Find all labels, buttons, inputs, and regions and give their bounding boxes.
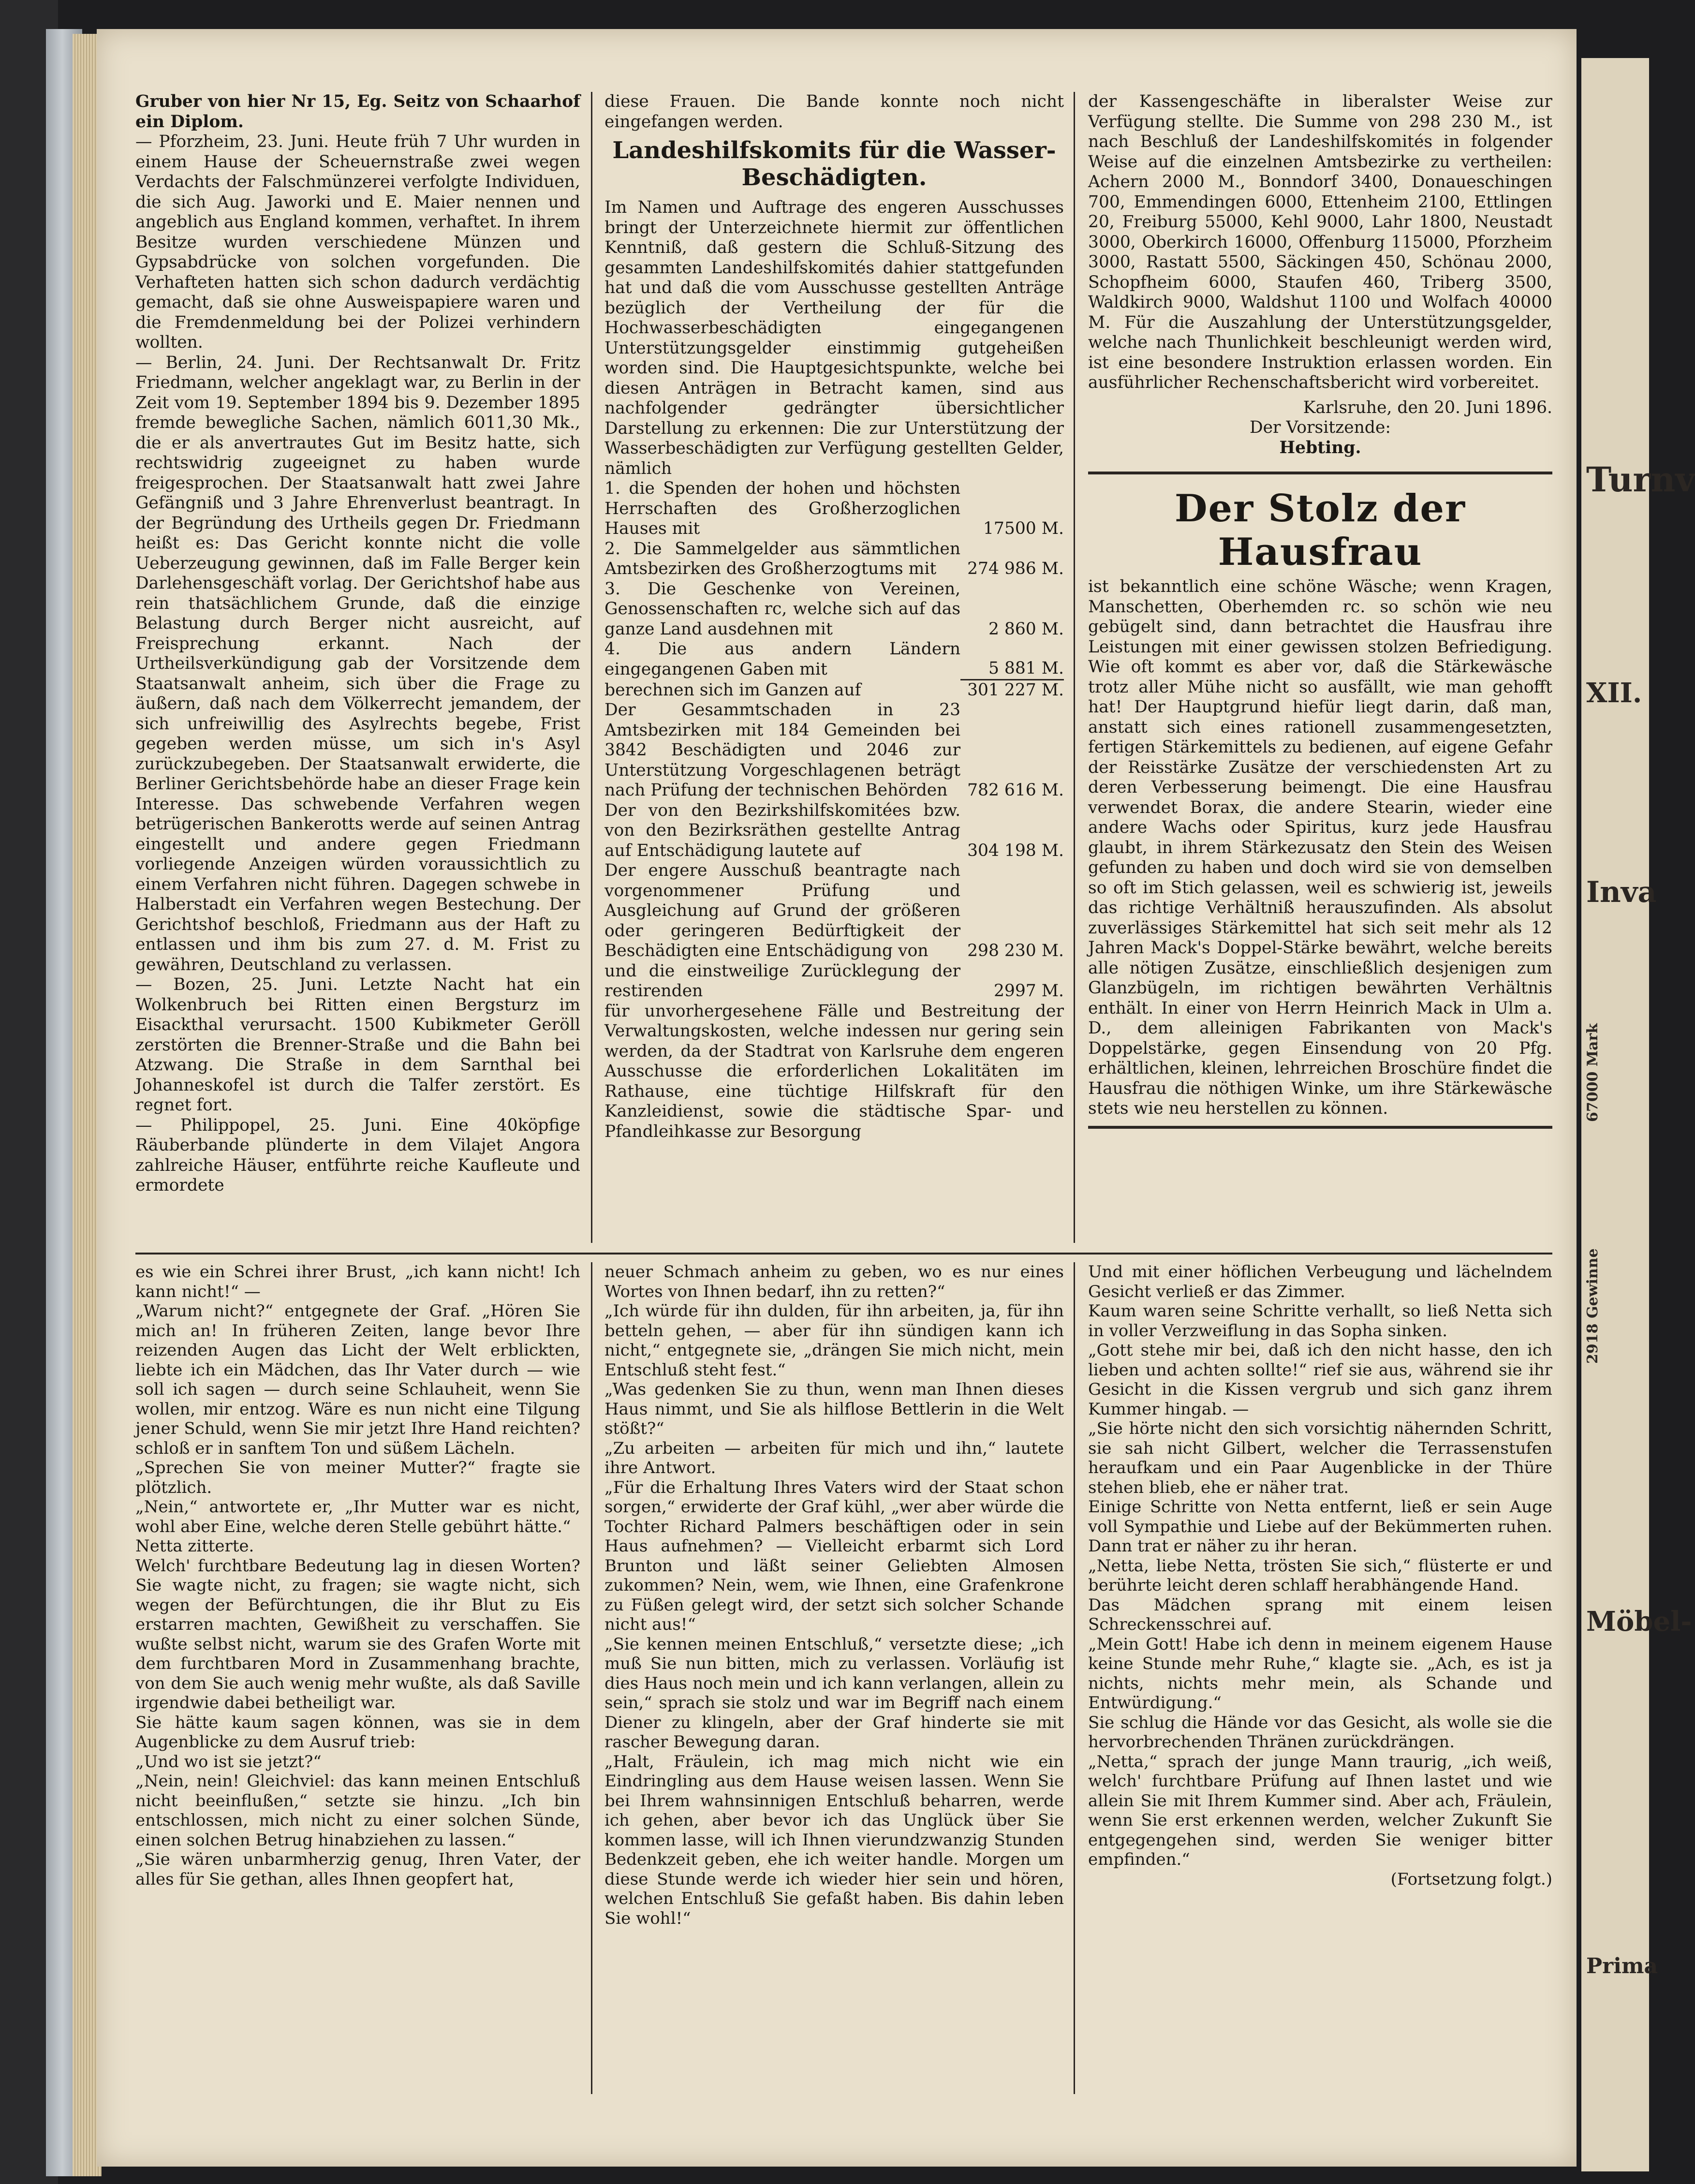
serial-column-2: [604, 1262, 1064, 1928]
donations-table: [604, 479, 1064, 1002]
facing-page-fragment: Prima: [1586, 1954, 1658, 1978]
serial-paragraph: „Ich würde für ihn dulden, für ihn arbeiten, ja, für ihn betteln gehen, — aber für ihn sündigen kann ich nicht,“ entgegnete sie, „drängen Sie mich nicht, mein Entschluß steht fest.“: [604, 1301, 1064, 1380]
col1-intro: Gruber von hier Nr 15, Eg. Seitz von Schaarhof ein Diplom.: [135, 92, 580, 132]
ad-body: ist bekanntlich eine schöne Wäsche; wenn Kragen, Manschetten, Oberhemden rc. so schön wie neu gebügelt sind, dann betrachtet die Hausfrau ihre Leistungen mit einer gewissen stolzen Befriedigung. Wie oft kommt es aber vor, daß die Stärkewäsche trotz aller Mühe nicht so ausfällt, wie man gehofft hat! Der Hauptgrund hiefür liegt darin, daß man, anstatt sich eines rationell zusammengesetzten, fertigen Stärkemittels zu bedienen, auf eigene Gefahr der Reisstärke Zusätze der verschiedensten Art zu deren Verbesserung beimengt. Die eine Hausfrau verwendet Borax, die andere Stearin, wieder eine andere Wachs oder Spiritus, kurz jede Hausfrau glaubt, in ihrem Stärkezusatz den Stein des Weisen gefunden zu haben und doch wird sie von demselben so oft im Stich gelassen, weil es schwierig ist, jeweils das richtige Verhältniß herauszufinden. Als absolut zuverlässiges Stärkemittel hat sich seit mehr als 12 Jahren Mack's Doppel-Stärke bewährt, welche bereits alle nötigen Zusätze, einschließlich desjenigen zum Glanzbügeln, im richtigen bewährten Verhältnis enthält. In einer von Herrn Heinrich Mack in Ulm a. D., dem alleinigen Fabrikanten von Mack's Doppelstärke, gegen Einsendung von 20 Pfg. erhältlichen, kleinen, lehrreichen Broschüre findet die Hausfrau die nöthigen Winke, um ihre Stärkewäsche stets wie neu herstellen zu können.: [1088, 577, 1552, 1118]
serial-paragraph: „Mein Gott! Habe ich denn in meinem eigenem Hause keine Stunde mehr Ruhe,“ klagte sie. „Ach, es ist ja nichts, nichts mehr mein, als Schande und Entwürdigung.“: [1088, 1634, 1552, 1712]
table-row: und die einstweilige Zurücklegung der restirenden 2997 M.: [604, 961, 1064, 1001]
article-title-landeshilfskomite: Landeshilfskomits für die Wasser-Beschädigten.: [612, 137, 1056, 191]
column-1: [135, 92, 580, 1196]
serial-paragraph: Sie hätte kaum sagen können, was sie in dem Augenblicke zu dem Ausruf trieb:: [135, 1712, 580, 1752]
chair-name: Hebting.: [1279, 438, 1361, 457]
column-2: [604, 92, 1064, 1142]
ad-bottom-rule: [1088, 1126, 1552, 1129]
table-row: Der Gesammtschaden in 23 Amtsbezirken mit 184 Gemeinden bei 3842 Beschädigten und 2046 zur Unterstützung Vorgeschlagenen beträgt nach Prüfung der technischen Behörden 782 616 M.: [604, 700, 1064, 800]
serial-paragraph: „Für die Erhaltung Ihres Vaters wird der Staat schon sorgen,“ erwiderte der Graf kühl, „wer aber würde die Tochter Richard Palmers beschäftigen oder in sein Haus aufnehmen? — Vielleicht erbarmt sich Lord Brunton und läßt seiner Geliebten Almosen zukommen? Nein, wem, wie Ihnen, eine Grafenkrone zu Füßen gelegt wird, der setzt sich solcher Schande nicht aus!“: [604, 1477, 1064, 1634]
facing-page-fragment: 67000 Mark: [1584, 1023, 1601, 1122]
table-row: 2. Die Sammelgelder aus sämmtlichen Amtsbezirken des Großherzogtums mit 274 986 M.: [604, 539, 1064, 578]
article-intro: Im Namen und Auftrage des engeren Ausschusses bringt der Unterzeichnete hiermit zur öffentlichen Kenntniß, daß gestern die Schluß-Sitzung des gesammten Landeshilfskomités dahier stattgefunden hat und daß die vom Ausschusse gestellten Anträge bezüglich der Vertheilung der für die Hochwasserbeschädigten eingegangenen Unterstützungsgelder einstimmig gutgeheißen worden sind. Die Hauptgesichtspunkte, welche bei diesen Anträgen in Betracht kamen, sind aus nachfolgender gedrängter übersichtlicher Darstellung zu erkennen: Die zur Unterstützung der Wasserbeschädigten zur Verfügung gestellten Gelder, nämlich: [604, 198, 1064, 478]
serial-paragraph: Sie schlug die Hände vor das Gesicht, als wolle sie die hervorbrechenden Thränen zurückdrängen.: [1088, 1712, 1552, 1752]
facing-page-fragment: Möbel-: [1586, 1606, 1692, 1638]
col2-intro: diese Frauen. Die Bande konnte noch nicht eingefangen werden.: [604, 92, 1064, 132]
article-continuation: für unvorhergesehene Fälle und Bestreitung der Verwaltungskosten, welche indessen nur gering sein werden, da der Stadtrat von Karlsruhe dem engeren Ausschusse die erforderlichen Lokalitäten im Rathause, eine tüchtige Hilfskraft für den Kanzleidienst, sowie die städtische Spar- und Pfandleihkasse zur Besorgung: [604, 1001, 1064, 1141]
newspaper-page: [97, 29, 1577, 2167]
chair-label: Der Vorsitzende:: [1249, 418, 1391, 437]
facing-page-fragment: XII.: [1586, 677, 1642, 709]
serial-paragraph: „Nein,“ antwortete er, „Ihr Mutter war es nicht, wohl aber Eine, welche deren Stelle gebührt hätte.“: [135, 1497, 580, 1536]
column-divider-2: [1074, 92, 1075, 1243]
serial-paragraph: „Warum nicht?“ entgegnete der Graf. „Hören Sie mich an! In früheren Zeiten, lange bevor Ihre reizenden Augen das Licht der Welt erblickten, liebte ich ein Mädchen, das Ihr Vater durch — wie soll ich sagen — durch seine Schlauheit, wenn Sie wollen, mir entzog. Wäre es nun nicht eine Tilgung jener Schuld, wenn Sie mir jetzt Ihre Hand reichten? schloß er in sanftem Ton und süßem Lächeln.: [135, 1301, 580, 1458]
serial-paragraph: „Gott stehe mir bei, daß ich den nicht hasse, den ich lieben und achten sollte!“ rief sie aus, während sie ihr Gesicht in die Kissen vergrub und sich ganz ihrem Kummer hingab. —: [1088, 1341, 1552, 1419]
news-pforzheim: — Pforzheim, 23. Juni. Heute früh 7 Uhr wurden in einem Hause der Scheuernstraße zwei wegen Verdachts der Falschmünzerei verfolgte Individuen, die sich Aug. Jaworki und E. Maier nennen und angeblich aus England kommen, verhaftet. In ihrem Besitze wurden verschiedene Münzen und Gypsabdrücke von solchen vorgefunden. Die Verhafteten hatten sich schon dadurch verdächtig gemacht, daß sie ohne Ausweispapiere waren und die Fremdenmeldung bei der Polizei verhindern wollten.: [135, 132, 580, 352]
table-row: Der von den Bezirkshilfskomitées bzw. von den Bezirksräthen gestellte Antrag auf Entschädigung lautete auf 304 198 M.: [604, 800, 1064, 860]
serial-paragraph: Kaum waren seine Schritte verhallt, so ließ Netta sich in voller Verzweiflung in das Sopha sinken.: [1088, 1301, 1552, 1341]
serial-paragraph: Das Mädchen sprang mit einem leisen Schreckensschrei auf.: [1088, 1595, 1552, 1634]
serial-column-3: [1088, 1262, 1552, 1889]
serial-paragraph: Netta zitterte.: [135, 1536, 254, 1556]
serial-column-1: [135, 1262, 580, 1889]
to-be-continued: (Fortsetzung folgt.): [1390, 1869, 1552, 1889]
serial-divider-1: [591, 1262, 592, 2094]
table-row: 3. Die Geschenke von Vereinen, Genossenschaften rc, welche sich auf das ganze Land ausdehnen mit 2 860 M.: [604, 579, 1064, 639]
facing-page-fragment: 2918 Gewinne: [1584, 1248, 1601, 1364]
serial-paragraph: „Netta,“ sprach der junge Mann traurig, „ich weiß, welch' furchtbare Prüfung auf Ihnen lastet und wie allein Sie mit Ihrem Kummer sind. Aber ach, Fräulein, wenn Sie erst erkennen werden, welcher Zukunft Sie entgegengehen sind, werden Sie weniger bitter empfinden.“: [1088, 1752, 1552, 1869]
serial-paragraph: „Was gedenken Sie zu thun, wenn man Ihnen dieses Haus nimmt, und Sie als hilflose Bettlerin in die Welt stößt?“: [604, 1380, 1064, 1438]
table-total-row: berechnen sich im Ganzen auf 301 227 M.: [604, 680, 1064, 700]
serial-paragraph: „Nein, nein! Gleichviel: das kann meinen Entschluß nicht beeinflußen,“ setzte sie hinzu. „Ich bin entschlossen, mich nicht zu einer solchen Sünde, einen solchen Betrug hinabziehen zu lassen.“: [135, 1771, 580, 1850]
serial-paragraph: „Und wo ist sie jetzt?“: [135, 1752, 322, 1771]
facing-page-fragment: Turnv: [1586, 459, 1695, 500]
column-divider-1: [591, 92, 592, 1243]
feuilleton-separator: [135, 1253, 1552, 1254]
serial-paragraph: Einige Schritte von Netta entfernt, ließ er sein Auge voll Sympathie und Liebe auf der Bekümmerten ruhen. Dann trat er näher zu ihr heran.: [1088, 1497, 1552, 1556]
ad-top-rule: [1088, 472, 1552, 474]
serial-paragraph: „Sie kennen meinen Entschluß,“ versetzte diese; „ich muß Sie nun bitten, mich zu verlassen. Vorläufig ist dies Haus noch mein und ich kann verlangen, allein zu sein,“ sprach sie stolz und war im Begriff nach einem Diener zu klingeln, aber der Graf hinderte sie mit rascher Bewegung daran.: [604, 1634, 1064, 1752]
distribution-text: der Kassengeschäfte in liberalster Weise zur Verfügung stellte. Die Summe von 298 230 M., ist nach Beschluß der Landeshilfskomités in folgender Weise auf die einzelnen Amtsbezirke zu vertheilen: Achern 2000 M., Bonndorf 3400, Donaueschingen 700, Emmendingen 6000, Ettenheim 2100, Ettlingen 20, Freiburg 55000, Kehl 9000, Lahr 1800, Neustadt 3000, Oberkirch 16000, Offenburg 115000, Pforzheim 3000, Rastatt 5500, Säckingen 450, Schönau 2000, Schopfheim 6000, Staufen 460, Triberg 3500, Waldkirch 9000, Waldshut 1100 und Wolfach 40000 M. Für die Auszahlung der Unterstützungsgelder, welche nach Thunlichkeit beschleunigt werden wird, ist eine besondere Instruktion erlassen worden. Ein ausführlicher Rechenschaftsbericht wird vorbereitet.: [1088, 92, 1552, 392]
serial-paragraph: es wie ein Schrei ihrer Brust, „ich kann nicht! Ich kann nicht!“ —: [135, 1262, 580, 1301]
news-philippopel: — Philippopel, 25. Juni. Eine 40köpfige Räuberbande plünderte in dem Vilajet Angora zahlreiche Häuser, entführte reiche Kaufleute und ermordete: [135, 1115, 580, 1195]
serial-paragraph: „Sie hörte nicht den sich vorsichtig nähernden Schritt, sie sah nicht Gilbert, welcher die Terrassenstufen heraufkam und ein Paar Augenblicke in der Thüre stehen blieb, ehe er näher trat.: [1088, 1419, 1552, 1497]
serial-paragraph: Welch' furchtbare Bedeutung lag in diesen Worten? Sie wagte nicht, zu fragen; sie wagte nicht, sich wegen der Befürchtungen, die ihr Blut zu Eis erstarren machten, Gewißheit zu verschaffen. Sie wußte selbst nicht, warum sie des Grafen Worte mit dem furchtbaren Mord in Zusammenhang brachte, von dem Sie auch wenig mehr wußte, als daß Saville irgendwie dabei betheiligt war.: [135, 1556, 580, 1712]
serial-paragraph: „Halt, Fräulein, ich mag mich nicht wie ein Eindringling aus dem Hause weisen lassen. Wenn Sie bei Ihrem wahnsinnigen Entschluß beharren, werde ich gehen, aber bevor ich das Unglück über Sie kommen lasse, will ich Ihnen vierundzwanzig Stunden Bedenkzeit geben, ehe ich weiter handle. Morgen um diese Stunde werde ich wieder hier sein und hören, welchen Entschluß Sie gefaßt haben. Bis dahin leben Sie wohl!“: [604, 1752, 1064, 1928]
table-row: 4. Die aus andern Ländern eingegangenen Gaben mit 5 881 M.: [604, 639, 1064, 679]
table-row: Der engere Ausschuß beantragte nach vorgenommener Prüfung und Ausgleichung auf Grund der größeren oder geringeren Bedürftigkeit der Beschädigten eine Entschädigung von 298 230 M.: [604, 861, 1064, 960]
column-3: [1088, 92, 1552, 1129]
serial-paragraph: neuer Schmach anheim zu geben, wo es nur eines Wortes von Ihnen bedarf, ihn zu retten?“: [604, 1262, 1064, 1301]
serial-paragraph: „Sie wären unbarmherzig genug, Ihren Vater, der alles für Sie gethan, alles Ihnen geopfert hat,: [135, 1850, 580, 1889]
facing-page-fragment: Inva: [1586, 875, 1657, 909]
serial-paragraph: „Zu arbeiten — arbeiten für mich und ihn,“ lautete ihre Antwort.: [604, 1438, 1064, 1477]
serial-paragraph: „Sprechen Sie von meiner Mutter?“ fragte sie plötzlich.: [135, 1458, 580, 1497]
serial-paragraph: „Netta, liebe Netta, trösten Sie sich,“ flüsterte er und berührte leicht deren schlaff herabhängende Hand.: [1088, 1556, 1552, 1595]
facing-page-edge: [1581, 58, 1695, 2171]
ad-title: Der Stolz der Hausfrau: [1174, 487, 1466, 574]
news-berlin: — Berlin, 24. Juni. Der Rechtsanwalt Dr. Fritz Friedmann, welcher angeklagt war, zu Berlin in der Zeit vom 19. September 1894 bis 9. Dezember 1895 fremde bewegliche Sachen, nämlich 6011,30 Mk., die er als anvertrautes Gut im Besitz hatte, sich rechtswidrig zugeeignet zu haben wurde freigesprochen. Der Staatsanwalt hatt zwei Jahre Gefängniß und 3 Jahre Ehrenverlust beantragt. In der Begründung des Urtheils gegen Dr. Friedmann heißt es: Das Gericht konnte nicht die volle Ueberzeugung gewinnen, daß im Falle Berger kein Darlehensgeschäft vorlag. Der Gerichtshof habe aus rein thatsächlichem Grunde, daß die einzige Belastung durch Berger nicht ausreicht, auf Freisprechung erkannt. Nach der Urtheilsverkündigung gab der Vorsitzende dem Staatsanwalt anheim, sich über die Frage zu äußern, daß nach dem Völkerrecht jemandem, der sich unfreiwillig des Asylrechts begebe, Frist gegeben werden müsse, um sich in's Asyl zurückzubegeben. Der Staatsanwalt erwiderte, die Berliner Gerichtsbehörde habe an dieser Frage kein Interesse. Das schwebende Verfahren wegen betrügerischen Bankerotts werde auf seinen Antrag eingestellt und andere gegen Friedmann vorliegende Anzeigen würden voraussichtlich zu einem Verfahren nicht führen. Dagegen schwebe in Halberstadt ein Verfahren wegen Bestechung. Der Gerichtshof beschloß, Friedmann aus der Haft zu entlassen und ihm bis zum 27. d. M. Frist zu gewähren, Deutschland zu verlassen.: [135, 353, 580, 974]
dateline: Karlsruhe, den 20. Juni 1896.: [1303, 398, 1552, 417]
serial-paragraph: Und mit einer höflichen Verbeugung und lächelndem Gesicht verließ er das Zimmer.: [1088, 1262, 1552, 1301]
news-bozen: — Bozen, 25. Juni. Letzte Nacht hat ein Wolkenbruch bei Ritten einen Bergsturz im Eisackthal verursacht. 1500 Kubikmeter Geröll zerstörten die Brenner-Straße und die Bahn bei Atzwang. Die Straße in dem Sarnthal bei Johanneskofel ist durch die Talfer zerstört. Es regnet fort.: [135, 975, 580, 1115]
table-row: 1. die Spenden der hohen und höchsten Herrschaften des Großherzoglichen Hauses mit 17500 M.: [604, 479, 1064, 538]
serial-divider-2: [1074, 1262, 1075, 2094]
